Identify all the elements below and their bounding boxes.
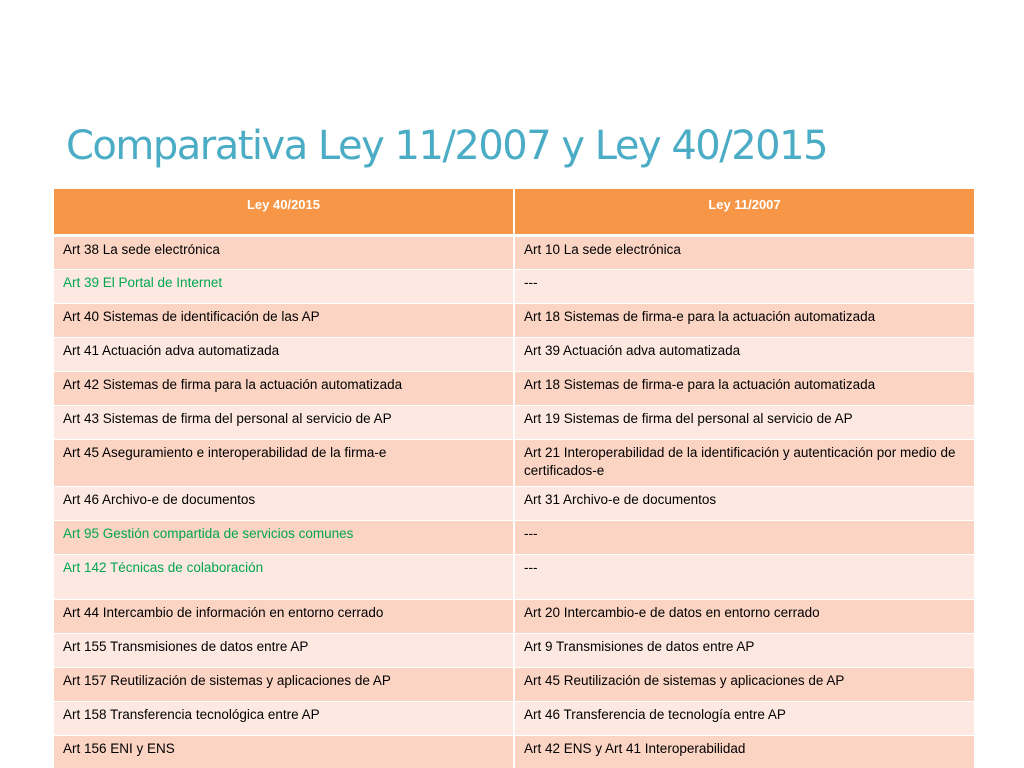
cell-ley-2007: Art 20 Intercambio-e de datos en entorno cerrado [514,599,974,633]
header-ley-2015: Ley 40/2015 [54,189,514,235]
cell-ley-2015: Art 142 Técnicas de colaboración [54,554,514,599]
cell-ley-2015: Art 39 El Portal de Internet [54,269,514,303]
table-row [54,303,974,337]
cell-ley-2015: Art 43 Sistemas de firma del personal al servicio de AP [54,405,514,439]
cell-ley-2015: Art 157 Reutilización de sistemas y aplicaciones de AP [54,667,514,701]
cell-ley-2015: Art 38 La sede electrónica [54,235,514,269]
cell-ley-2007: --- [514,554,974,599]
table-row [54,371,974,405]
cell-ley-2015: Art 155 Transmisiones de datos entre AP [54,633,514,667]
cell-ley-2007: Art 10 La sede electrónica [514,235,974,269]
table-row [54,486,974,520]
table-row [54,599,974,633]
table-row [54,337,974,371]
cell-ley-2007: --- [514,269,974,303]
cell-ley-2015: Art 44 Intercambio de información en entorno cerrado [54,599,514,633]
cell-ley-2007: Art 45 Reutilización de sistemas y aplicaciones de AP [514,667,974,701]
header-ley-2007: Ley 11/2007 [514,189,974,235]
cell-ley-2015: Art 42 Sistemas de firma para la actuación automatizada [54,371,514,405]
table-row [54,520,974,554]
slide-title: Comparativa Ley 11/2007 y Ley 40/2015 [66,123,828,169]
table-row [54,633,974,667]
table-row [54,701,974,735]
cell-ley-2015: Art 41 Actuación adva automatizada [54,337,514,371]
cell-ley-2007: Art 42 ENS y Art 41 Interoperabilidad [514,735,974,768]
cell-ley-2007: Art 31 Archivo-e de documentos [514,486,974,520]
cell-ley-2007: Art 46 Transferencia de tecnología entre AP [514,701,974,735]
comparison-table [54,189,974,768]
cell-ley-2007: Art 19 Sistemas de firma del personal al servicio de AP [514,405,974,439]
cell-ley-2015: Art 45 Aseguramiento e interoperabilidad de la firma-e [54,439,514,486]
table-row [54,269,974,303]
cell-ley-2007: Art 18 Sistemas de firma-e para la actuación automatizada [514,371,974,405]
table-row [54,235,974,269]
cell-ley-2015: Art 158 Transferencia tecnológica entre AP [54,701,514,735]
cell-ley-2007: Art 18 Sistemas de firma-e para la actuación automatizada [514,303,974,337]
cell-ley-2015: Art 46 Archivo-e de documentos [54,486,514,520]
table-row [54,439,974,486]
cell-ley-2007: Art 21 Interoperabilidad de la identificación y autenticación por medio de certificados-e [514,439,974,486]
cell-ley-2015: Art 156 ENI y ENS [54,735,514,768]
cell-ley-2007: Art 39 Actuación adva automatizada [514,337,974,371]
table-row [54,667,974,701]
cell-ley-2015: Art 95 Gestión compartida de servicios comunes [54,520,514,554]
table-row [54,554,974,599]
cell-ley-2015: Art 40 Sistemas de identificación de las AP [54,303,514,337]
table-row [54,405,974,439]
cell-ley-2007: --- [514,520,974,554]
table-row [54,735,974,768]
cell-ley-2007: Art 9 Transmisiones de datos entre AP [514,633,974,667]
table-header-row [54,189,974,235]
